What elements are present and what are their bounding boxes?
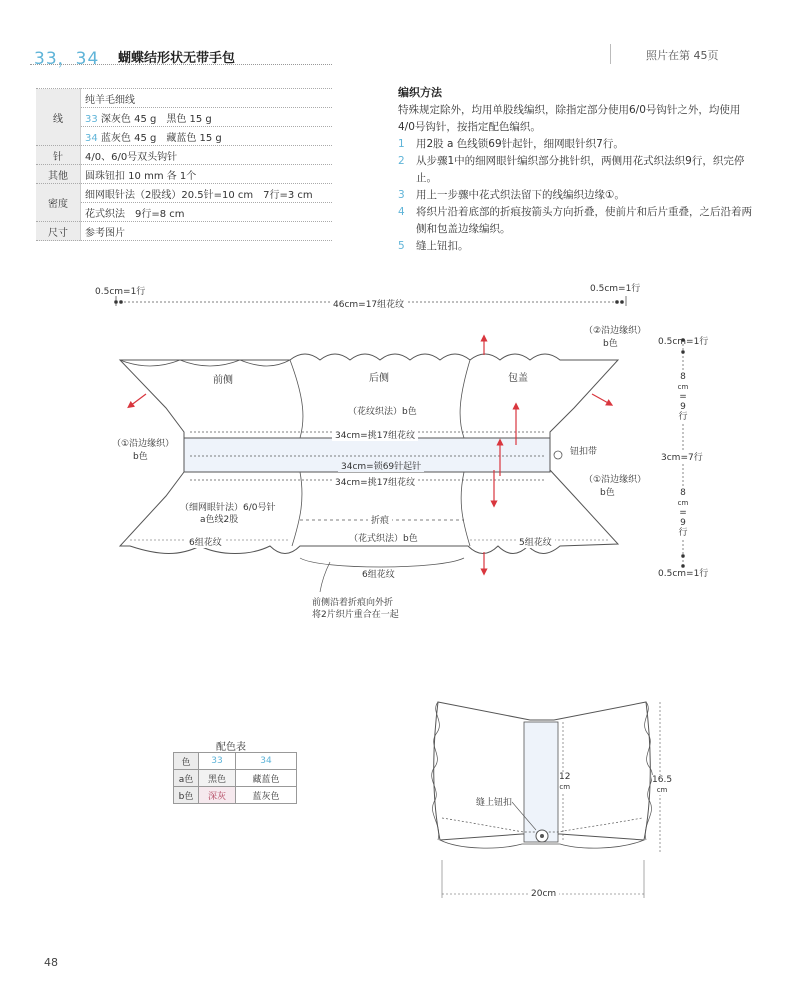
side-dim-upper-equals: = <box>679 392 687 402</box>
bottom-right-label: 5组花纹 <box>516 535 555 548</box>
row-mid-label: 34cm=锁69针起针 <box>338 459 424 472</box>
fold-label: 折痕 <box>368 513 392 526</box>
step-number: 1 <box>398 138 405 150</box>
side-dim-lower-rows: 9 <box>680 518 686 528</box>
step-number: 4 <box>398 206 405 218</box>
yarn-33-colors: 深灰色 45 g 黑色 15 g <box>100 113 212 125</box>
step-number: 5 <box>398 240 405 252</box>
side-dim-lower-equals: = <box>679 508 687 518</box>
other-label: 其他 <box>36 165 81 184</box>
color-b-34: 蓝灰色 <box>236 787 297 804</box>
fold-note-1: 前侧沿着折痕向外折 <box>312 598 394 608</box>
finished-inner-height-unit: cm <box>559 783 571 791</box>
edge-top-right-color: b色 <box>603 339 618 349</box>
bottom-brace <box>300 558 464 567</box>
side-dim-middle: 3cm=7行 <box>661 450 703 463</box>
color-a-33: 黑色 <box>199 770 236 787</box>
edge-top-right-label: （②沿边缘织） <box>584 326 647 336</box>
yarn-33-number: 33 <box>85 113 98 125</box>
section-divider <box>461 472 470 546</box>
finished-inner-height-value: 12 <box>559 772 571 782</box>
edge-right-label: （①沿边缘织） <box>584 475 647 485</box>
bottom-mid-label: 6组花纹 <box>362 570 395 580</box>
section-divider <box>460 360 470 438</box>
side-dim-upper <box>677 372 689 422</box>
needle-text: 4/0、6/0号双头钩针 <box>81 146 333 165</box>
color-header-34: 34 <box>236 753 297 770</box>
section-divider <box>292 472 302 546</box>
side-dim-lower-row-unit: 行 <box>678 528 688 538</box>
color-b-33: 深灰 <box>199 787 236 804</box>
button-loop-label: 钮扣带 <box>570 447 598 457</box>
color-a-34: 藏蓝色 <box>236 770 297 787</box>
finished-width-label: 20cm <box>528 889 559 899</box>
step-number: 2 <box>398 155 405 167</box>
sew-button-label: 缝上钮扣 <box>476 795 512 808</box>
step-number: 3 <box>398 189 405 201</box>
density-line-1: 细网眼针法（2股线）20.5针=10 cm 7行=3 cm <box>81 184 333 203</box>
top-left-dimension: 0.5cm=1行 <box>95 287 146 297</box>
fancy-knit-label: （花式织法）b色 <box>349 534 418 544</box>
front-label: 前侧 <box>213 375 233 386</box>
page-title: 蝴蝶结形状无带手包 <box>118 51 236 66</box>
color-table-title: 配色表 <box>216 742 246 753</box>
needle-label: 针 <box>36 146 81 165</box>
color-b-label: b色 <box>174 787 199 804</box>
side-dim-bottom: 0.5cm=1行 <box>658 569 709 579</box>
side-dim-lower-unit: cm <box>677 499 689 507</box>
finished-bag-band <box>524 722 558 842</box>
step-text: 用上一步骤中花式织法留下的线编织边缘①。 <box>416 189 625 201</box>
yarn-type: 纯羊毛细线 <box>81 89 333 108</box>
mesh-label: （细网眼针法）6/0号针 <box>180 503 276 513</box>
fold-note-leader <box>320 562 330 592</box>
finished-bag-diagram <box>420 690 680 910</box>
color-header-33: 33 <box>199 753 236 770</box>
yarn-34-number: 34 <box>85 132 98 144</box>
top-width-label: 46cm=17组花纹 <box>330 297 407 310</box>
fold-note-2: 将2片织片重合在一起 <box>312 610 399 620</box>
yarn-label: 线 <box>36 89 81 146</box>
edge-left-label: （①沿边缘织） <box>112 439 175 449</box>
finished-outer-height-label <box>652 775 672 795</box>
finished-outer-height-value: 16.5 <box>652 775 673 785</box>
density-label: 密度 <box>36 184 81 222</box>
button-center-icon <box>540 834 544 838</box>
color-a-label: a色 <box>174 770 199 787</box>
side-dim-top: 0.5cm=1行 <box>658 337 709 347</box>
top-right-dimension: 0.5cm=1行 <box>590 284 641 294</box>
flap-label: 包盖 <box>508 373 528 384</box>
step-text: 从步骤1中的细网眼针编织部分挑针织，两侧用花式织法织9行，织完停止。 <box>416 155 745 184</box>
step-text: 缝上钮扣。 <box>416 240 469 252</box>
yarn-34-colors: 蓝灰色 45 g 藏蓝色 15 g <box>100 132 222 144</box>
method-title: 编织方法 <box>398 86 442 99</box>
other-text: 圆珠钮扣 10 mm 各 1个 <box>81 165 333 184</box>
size-text: 参考图片 <box>81 222 333 241</box>
scallop-edge <box>120 360 290 366</box>
mesh-yarn-label: a色线2股 <box>200 515 239 525</box>
button-loop <box>554 451 562 459</box>
color-header: 色 <box>174 753 199 770</box>
photo-reference: 照片在第 45页 <box>646 49 719 62</box>
side-dim-upper-row-unit: 行 <box>678 412 688 422</box>
density-line-2: 花式织法 9行=8 cm <box>81 203 333 222</box>
side-dim-lower-value: 8 <box>680 488 686 498</box>
step-text: 将织片沿着底部的折痕按箭头方向折叠，使前片和后片重叠，之后沿着两侧和包盖边缘编织。 <box>416 206 752 235</box>
size-label: 尺寸 <box>36 222 81 241</box>
row-bottom-label: 34cm=挑17组花纹 <box>332 475 418 488</box>
step-text: 用2股 a 色线锁69针起针，细网眼针织7行。 <box>416 138 624 150</box>
side-dim-upper-rows: 9 <box>680 402 686 412</box>
page-number: 48 <box>44 956 58 969</box>
color-table <box>173 752 297 804</box>
pattern-knit-label: （花纹织法）b色 <box>348 407 417 417</box>
row-top-label: 34cm=挑17组花纹 <box>332 428 418 441</box>
side-dim-lower <box>677 488 689 538</box>
method-intro: 特殊规定除外，均用单股线编织，除指定部分使用6/0号钩针之外，均使用4/0号钩针，按指定配色编织。 <box>398 104 741 133</box>
bottom-left-label: 6组花纹 <box>186 535 225 548</box>
pattern-numbers: 33，34 <box>34 49 100 69</box>
finished-outer-height-unit: cm <box>656 786 668 794</box>
edge-left-color: b色 <box>133 452 148 462</box>
finished-inner-height-label <box>559 772 570 792</box>
back-label: 后侧 <box>369 373 389 384</box>
side-dim-upper-value: 8 <box>680 372 686 382</box>
section-divider <box>290 360 303 438</box>
edge-right-color: b色 <box>600 488 615 498</box>
side-dim-upper-unit: cm <box>677 383 689 391</box>
